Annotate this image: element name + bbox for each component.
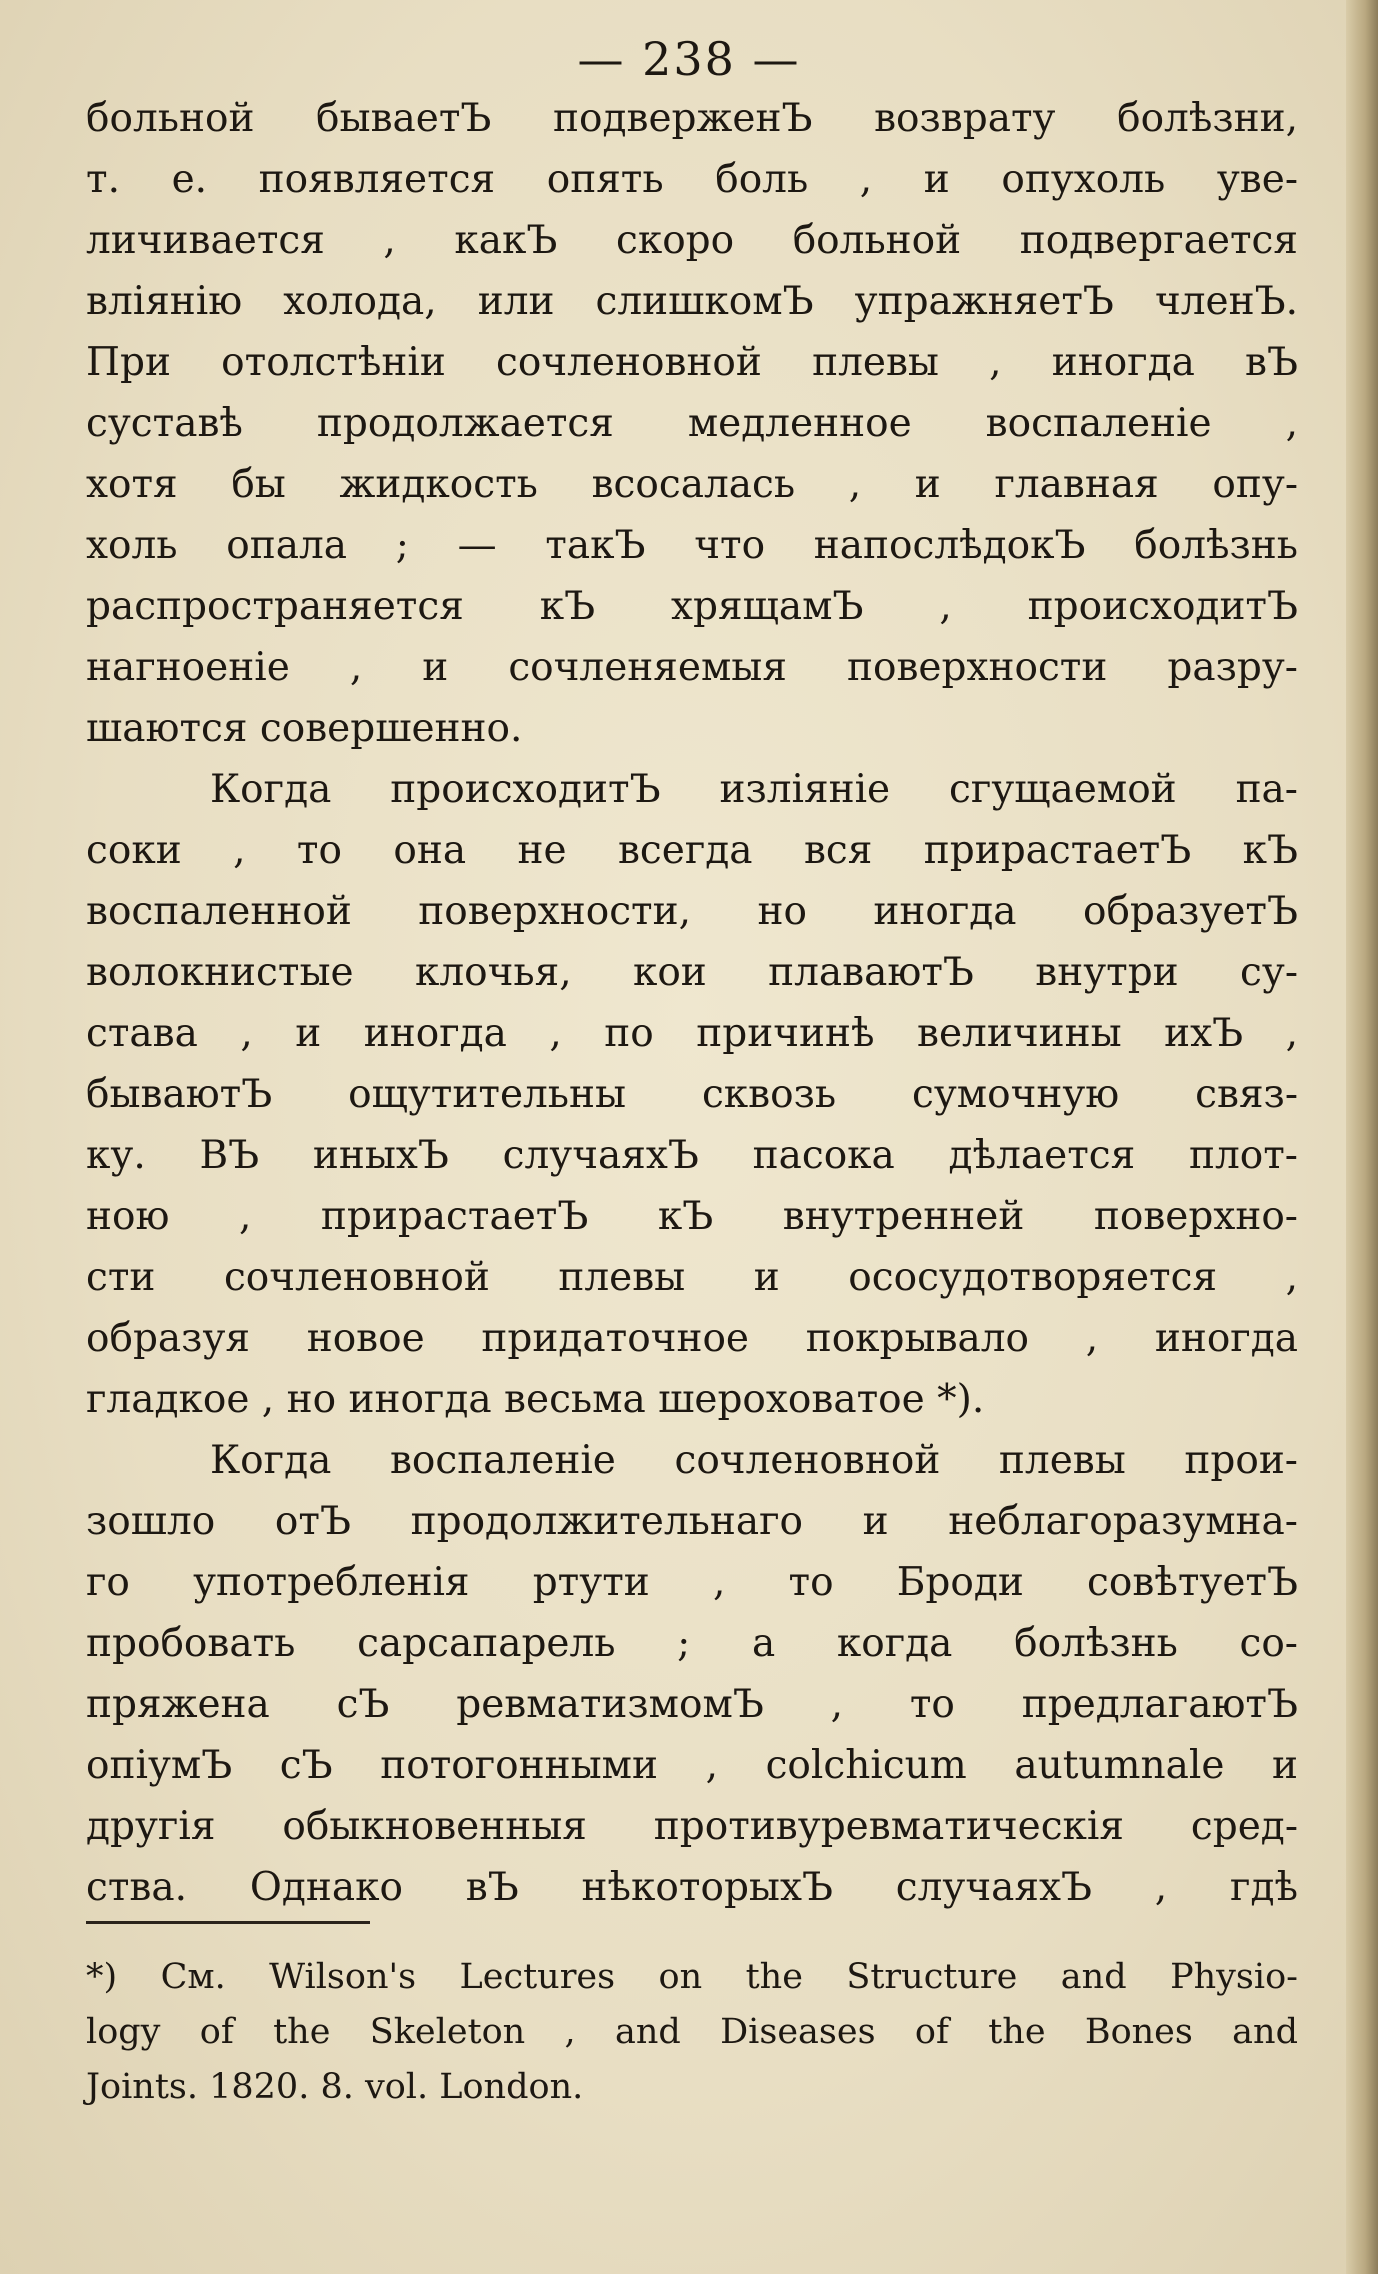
footnote xyxy=(86,1950,1298,2115)
text-line: става , и иногда , по причинѣ величины ихЪ , xyxy=(86,1011,1298,1056)
text-line: ною , прирастаетЪ кЪ внутренней поверхно- xyxy=(86,1194,1298,1239)
text-line: распространяется кЪ хрящамЪ , происходитЪ xyxy=(86,584,1298,629)
text-line: соки , то она не всегда вся прирастаетЪ кЪ xyxy=(86,828,1298,873)
text-line: хотя бы жидкость всосалась , и главная опу- xyxy=(86,462,1298,507)
text-line: гладкое , но иногда весьма шероховатое *). xyxy=(86,1377,985,1422)
page-number: — 238 — xyxy=(577,32,801,86)
footnote-line: Joints. 1820. 8. vol. London. xyxy=(86,2067,584,2107)
body-text xyxy=(86,88,1298,1918)
footnote-line: *) См. Wilson's Lectures on the Structure and Physio- xyxy=(86,1957,1298,1997)
text-line: пробовать сарсапарель ; а когда болѣзнь со- xyxy=(86,1621,1298,1666)
page-gutter xyxy=(1346,0,1378,2274)
text-line: личивается , какЪ скоро больной подвергается xyxy=(86,218,1298,263)
text-line: шаются совершенно. xyxy=(86,706,523,751)
text-line: Когда происходитЪ излiянiе сгущаемой па- xyxy=(210,767,1298,812)
text-line: воспаленной поверхности, но иногда образуетЪ xyxy=(86,889,1298,934)
text-line: суставѣ продолжается медленное воспаленiе , xyxy=(86,401,1298,446)
text-line: ства. Однако вЪ нѣкоторыхЪ случаяхЪ , гдѣ xyxy=(86,1865,1298,1910)
text-line: ку. ВЪ иныхЪ случаяхЪ пасока дѣлается плот- xyxy=(86,1133,1298,1178)
text-line: образуя новое придаточное покрывало , иногда xyxy=(86,1316,1298,1361)
text-line: т. е. появляется опять боль , и опухоль уве- xyxy=(86,157,1298,202)
text-line: го употребленiя ртути , то Броди совѣтуетЪ xyxy=(86,1560,1298,1605)
text-line: нагноенiе , и сочленяемыя поверхности разру- xyxy=(86,645,1298,690)
text-line: больной бываетЪ подверженЪ возврату болѣзни, xyxy=(86,96,1298,141)
footnote-rule xyxy=(86,1921,370,1924)
text-line: пряжена сЪ ревматизмомЪ , то предлагаютЪ xyxy=(86,1682,1298,1727)
text-line: зошло отЪ продолжительнаго и неблагоразумна- xyxy=(86,1499,1298,1544)
text-line: влiянiю холода, или слишкомЪ упражняетЪ членЪ. xyxy=(86,279,1298,324)
text-line: Когда воспаленiе сочленовной плевы прои- xyxy=(210,1438,1298,1483)
text-line: сти сочленовной плевы и ососудотворяется , xyxy=(86,1255,1298,1300)
footnote-line: logy of the Skeleton , and Diseases of the Bones and xyxy=(86,2012,1298,2052)
text-line: При отолстѣнiи сочленовной плевы , иногда вЪ xyxy=(86,340,1298,385)
text-line: другiя обыкновенныя противуревматическiя сред- xyxy=(86,1804,1298,1849)
text-line: опiумЪ сЪ потогонными , colchicum autumnale и xyxy=(86,1743,1298,1788)
text-line: бываютЪ ощутительны сквозь сумочную связ- xyxy=(86,1072,1298,1117)
text-line: волокнистые клочья, кои плаваютЪ внутри су- xyxy=(86,950,1298,995)
text-line: холь опала ; — такЪ что напослѣдокЪ болѣзнь xyxy=(86,523,1298,568)
